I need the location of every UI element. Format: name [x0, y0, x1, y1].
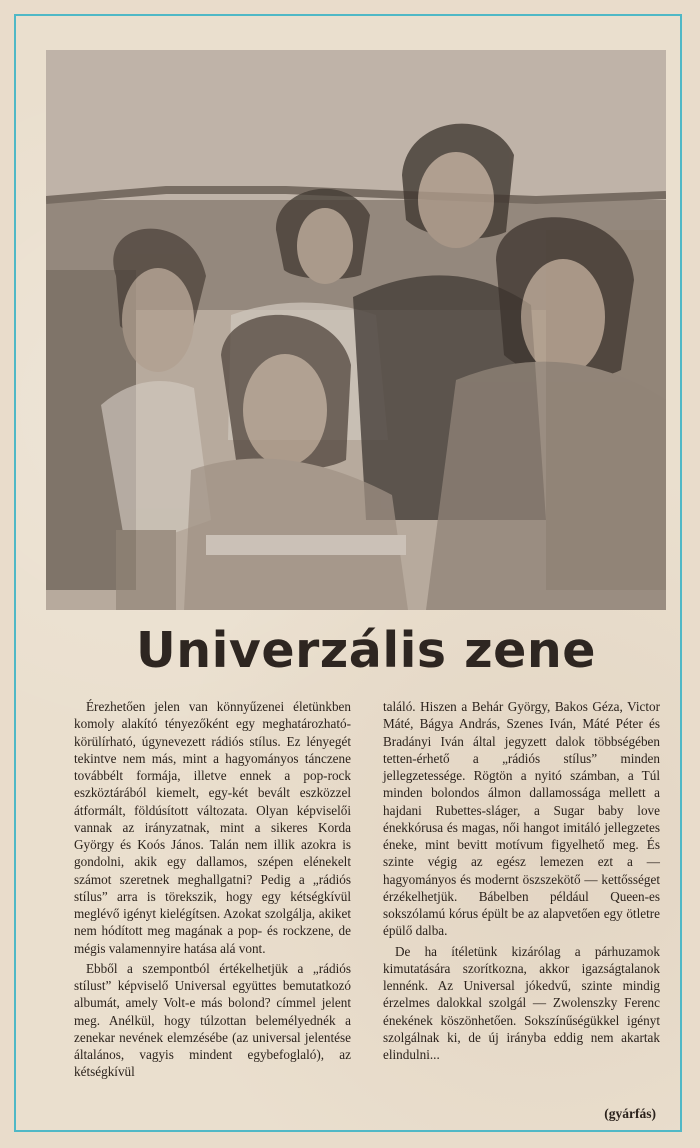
article-body: [74, 698, 660, 1128]
author-signature: (gyárfás): [604, 1105, 656, 1121]
newspaper-clipping: [14, 14, 682, 1132]
band-photo-illustration: [46, 50, 666, 610]
article-column-right: [383, 698, 660, 1128]
paragraph-2: Ebből a szempontból értékelhetjük a „rádiós stílust” képviselő Universal együttes bemutatkozó albumát, amely Volt-e más bolond? címmel jelent meg. Anélkül, hogy túlzottan belemélyednék a zenekar nevének elemzésébe (az universal jelentése általános, vagyis mindent egybefoglaló), az kétségkívül: [74, 960, 351, 1080]
headline: Univerzális zene: [135, 622, 597, 679]
band-photo: [46, 50, 666, 610]
paragraph-3: találó. Hiszen a Behár György, Bakos Géza, Victor Máté, Bágya András, Szenes Iván, Máté Péter és Bradányi Iván által jegyzett dalok többségében tetten-érhető a „rádiós stílus” minden jellegzetessége. Rögtön a nyitó számban, a Túl minden bolondos álmon dallamossága mellett a hajdani Rubettes-sláger, a Sugar baby love énekkórusa és magas, női hangot imitáló jellegzetes éneke, mint bevitt motívum figyelhető meg. És szinte végig az egész lemezen ezt a — hagyományos és modernt öszszekötő — kettősséget érzékelhetjük. Bábelben például Queen-es sokszólamú kórus épült be az alapvetően egy ötletre épülő dalba.: [383, 699, 660, 939]
article-column-left: [74, 698, 351, 1128]
paragraph-1: Érezhetően jelen van könnyűzenei életünkben komoly alakító tényezőként egy meghatározható-körülírható, úgynevezett rádiós stílus. Ez lényegét tekintve nem más, mint a hagyományos tánczene továbbélt formája, illetve ennek a pop-rock eszköztárából kiemelt, egy-két bevált eszközzel átformált, földúsított változata. Olyan képviselői vannak az irányzatnak, mint a sikeres Korda György és Koós János. Talán nem illik azokra is gondolni, akik egy dallamos, szépen elénekelt számot szeretnek meghallgatni? Pedig a „rádiós stílus” arra is törekszik, hogy egy kétségkívül meglévő igényt kielégítsen. Azokat szolgálja, akiket nem hódított meg magának a pop- és rockzene, de mégis valamennyire hatása alá vont.: [74, 699, 351, 956]
paragraph-4: De ha ítéletünk kizárólag a párhuzamok kimutatására szorítkozna, akkor igazságtalanok lennénk. Az Universal jókedvű, szinte mindig érzelmes dalokkal szolgál — Zwolenszky Ferenc énekének köszönhetően. Sokszínűségükkel igényt szolgálnak ki, de új irányba eddig nem akartak elindulni...: [383, 943, 660, 1062]
